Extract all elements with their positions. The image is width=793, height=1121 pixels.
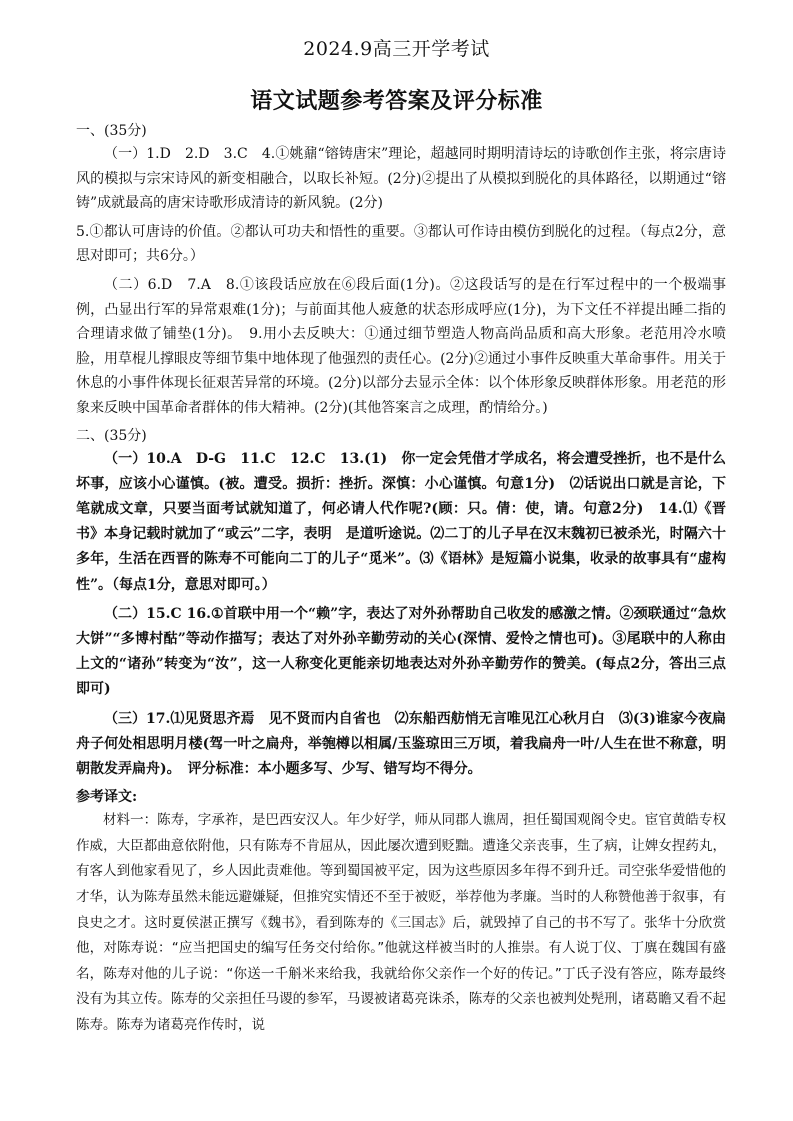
document-title: 语文试题参考答案及评分标准 xyxy=(250,89,543,114)
exam-title: 2024.9高三开学考试 xyxy=(303,38,490,60)
section-two-part-three: （三）17.⑴见贤思齐焉 见不贤而内自省也 ⑵东船西舫悄无言唯见江心秋月白 ⑶(3)谁家今夜扁舟子何处相思明月楼(驾一叶之扁舟，举匏樽以相属/玉鉴琼田三万顷，着我扁舟一叶/人生在世不称意，明朝散发弄扁舟)。 评分标准：本小题多写、少写、错写均不得分。 xyxy=(76,710,726,777)
section-two-part-two: （二）15.C 16.①首联中用一个“赖”字，表达了对外孙帮助自己收发的感激之情。②颈联通过“急炊大饼”“多博村酤”等动作描写；表达了对外孙辛勤劳动的关心(深情、爱怜之情也可)。③尾联中的人称由上文的“诸孙”转变为“汝”，这一人称变化更能亲切地表达对外孙辛勤劳作的赞美。(每点2分，答出三点即可) xyxy=(76,605,726,698)
section-two-part-one: （一）10.A D-G 11.C 12.C 13.(1) 你一定会凭借才学成名，将会遭受挫折，也不是什么坏事，应该小心谨慎。(被。遭受。损折：挫折。深慎：小心谨慎。句意1分) ⑵话说出口就是言论，下笔就成文章，只要当面考试就知道了，何必请人代作呢?(顾：只。倩：使，请。句意2分) 14.⑴《晋书》本身记载时就加了“或云”二字，表明 是道听途说。⑵二丁的儿子早在汉末魏初已被杀光，时隔六十多年，生活在西晋的陈寿不可能向二丁的儿子“觅米”。⑶《语林》是短篇小说集，收录的故事具有“虚构性”。（每点1分，意思对即可。） xyxy=(76,450,726,593)
reference-translation-text: 材料一：陈寿，字承祚，是巴西安汉人。年少好学，师从同郡人谯周，担任蜀国观阁令史。宦官黄皓专权作威，大臣都曲意依附他，只有陈寿不肯屈从，因此屡次遭到贬黜。遭逢父亲丧事，生了病，让婢女捏药丸，有客人到他家看见了，乡人因此责难他。等到蜀国被平定，因为这些原因多年得不到升迁。司空张华爱惜他的才华，认为陈寿虽然未能远避嫌疑，但推究实情还不至于被贬，举荐他为孝廉。当时的人称赞他善于叙事，有良史之才。这时夏侯湛正撰写《魏书》，看到陈寿的《三国志》后，就毁掉了自己的书不写了。张华十分欣赏他，对陈寿说：“应当把国史的编写任务交付给你。”他就这样被当时的人推崇。有人说丁仪、丁廙在魏国有盛名，陈寿对他的儿子说：“你送一千斛米来给我，我就给你父亲作一个好的传记。”丁氏子没有答应，陈寿最终没有为其立传。陈寿的父亲担任马谡的参军，马谡被诸葛亮诛杀，陈寿的父亲也被判处髡刑，诸葛瞻又看不起陈寿。陈寿为诸葛亮作传时，说 xyxy=(76,812,726,1033)
section-two-heading: 二、(35分) xyxy=(76,427,147,444)
section-one-question-five: 5.①都认可唐诗的价值。②都认可功夫和悟性的重要。③都认可作诗由模仿到脱化的过程。（每点2分，意思对即可；共6分。） xyxy=(76,223,726,265)
section-one-part-one: （一）1.D 2.D 3.C 4.①姚鼐“镕铸唐宋”理论，超越同时期明清诗坛的诗歌创作主张，将宗唐诗风的模拟与宗宋诗风的新变相融合，以取长补短。(2分)②提出了从模拟到脱化的具体路径，以期通过“镕铸”成就最高的唐宋诗歌形成清诗的新风貌。(2分) xyxy=(76,146,726,212)
section-one-part-two: （二）6.D 7.A 8.①该段话应放在⑥段后面(1分)。②这段话写的是在行军过程中的一个极端事例，凸显出行军的异常艰难(1分)；与前面其他人疲惫的状态形成呼应(1分)，为下文任不祥提出睡二指的合理请求做了铺垫(1分)。 9.用小去反映大：①通过细节塑造人物高尚品质和高大形象。老范用冷水喷脸，用草棍儿撑眼皮等细节集中地体现了他强烈的责任心。(2分)②通过小事件反映重大革命事件。用关于休息的小事件体现长征艰苦异常的环境。(2分)以部分去显示全体：以个体形象反映群体形象。用老范的形象来反映中国革命者群体的伟大精神。(2分)(其他答案言之成理，酌情给分。) xyxy=(76,276,726,416)
reference-translation-heading: 参考译文: xyxy=(76,789,138,806)
document-body xyxy=(76,120,726,1039)
section-one-heading: 一、(35分) xyxy=(76,123,147,139)
